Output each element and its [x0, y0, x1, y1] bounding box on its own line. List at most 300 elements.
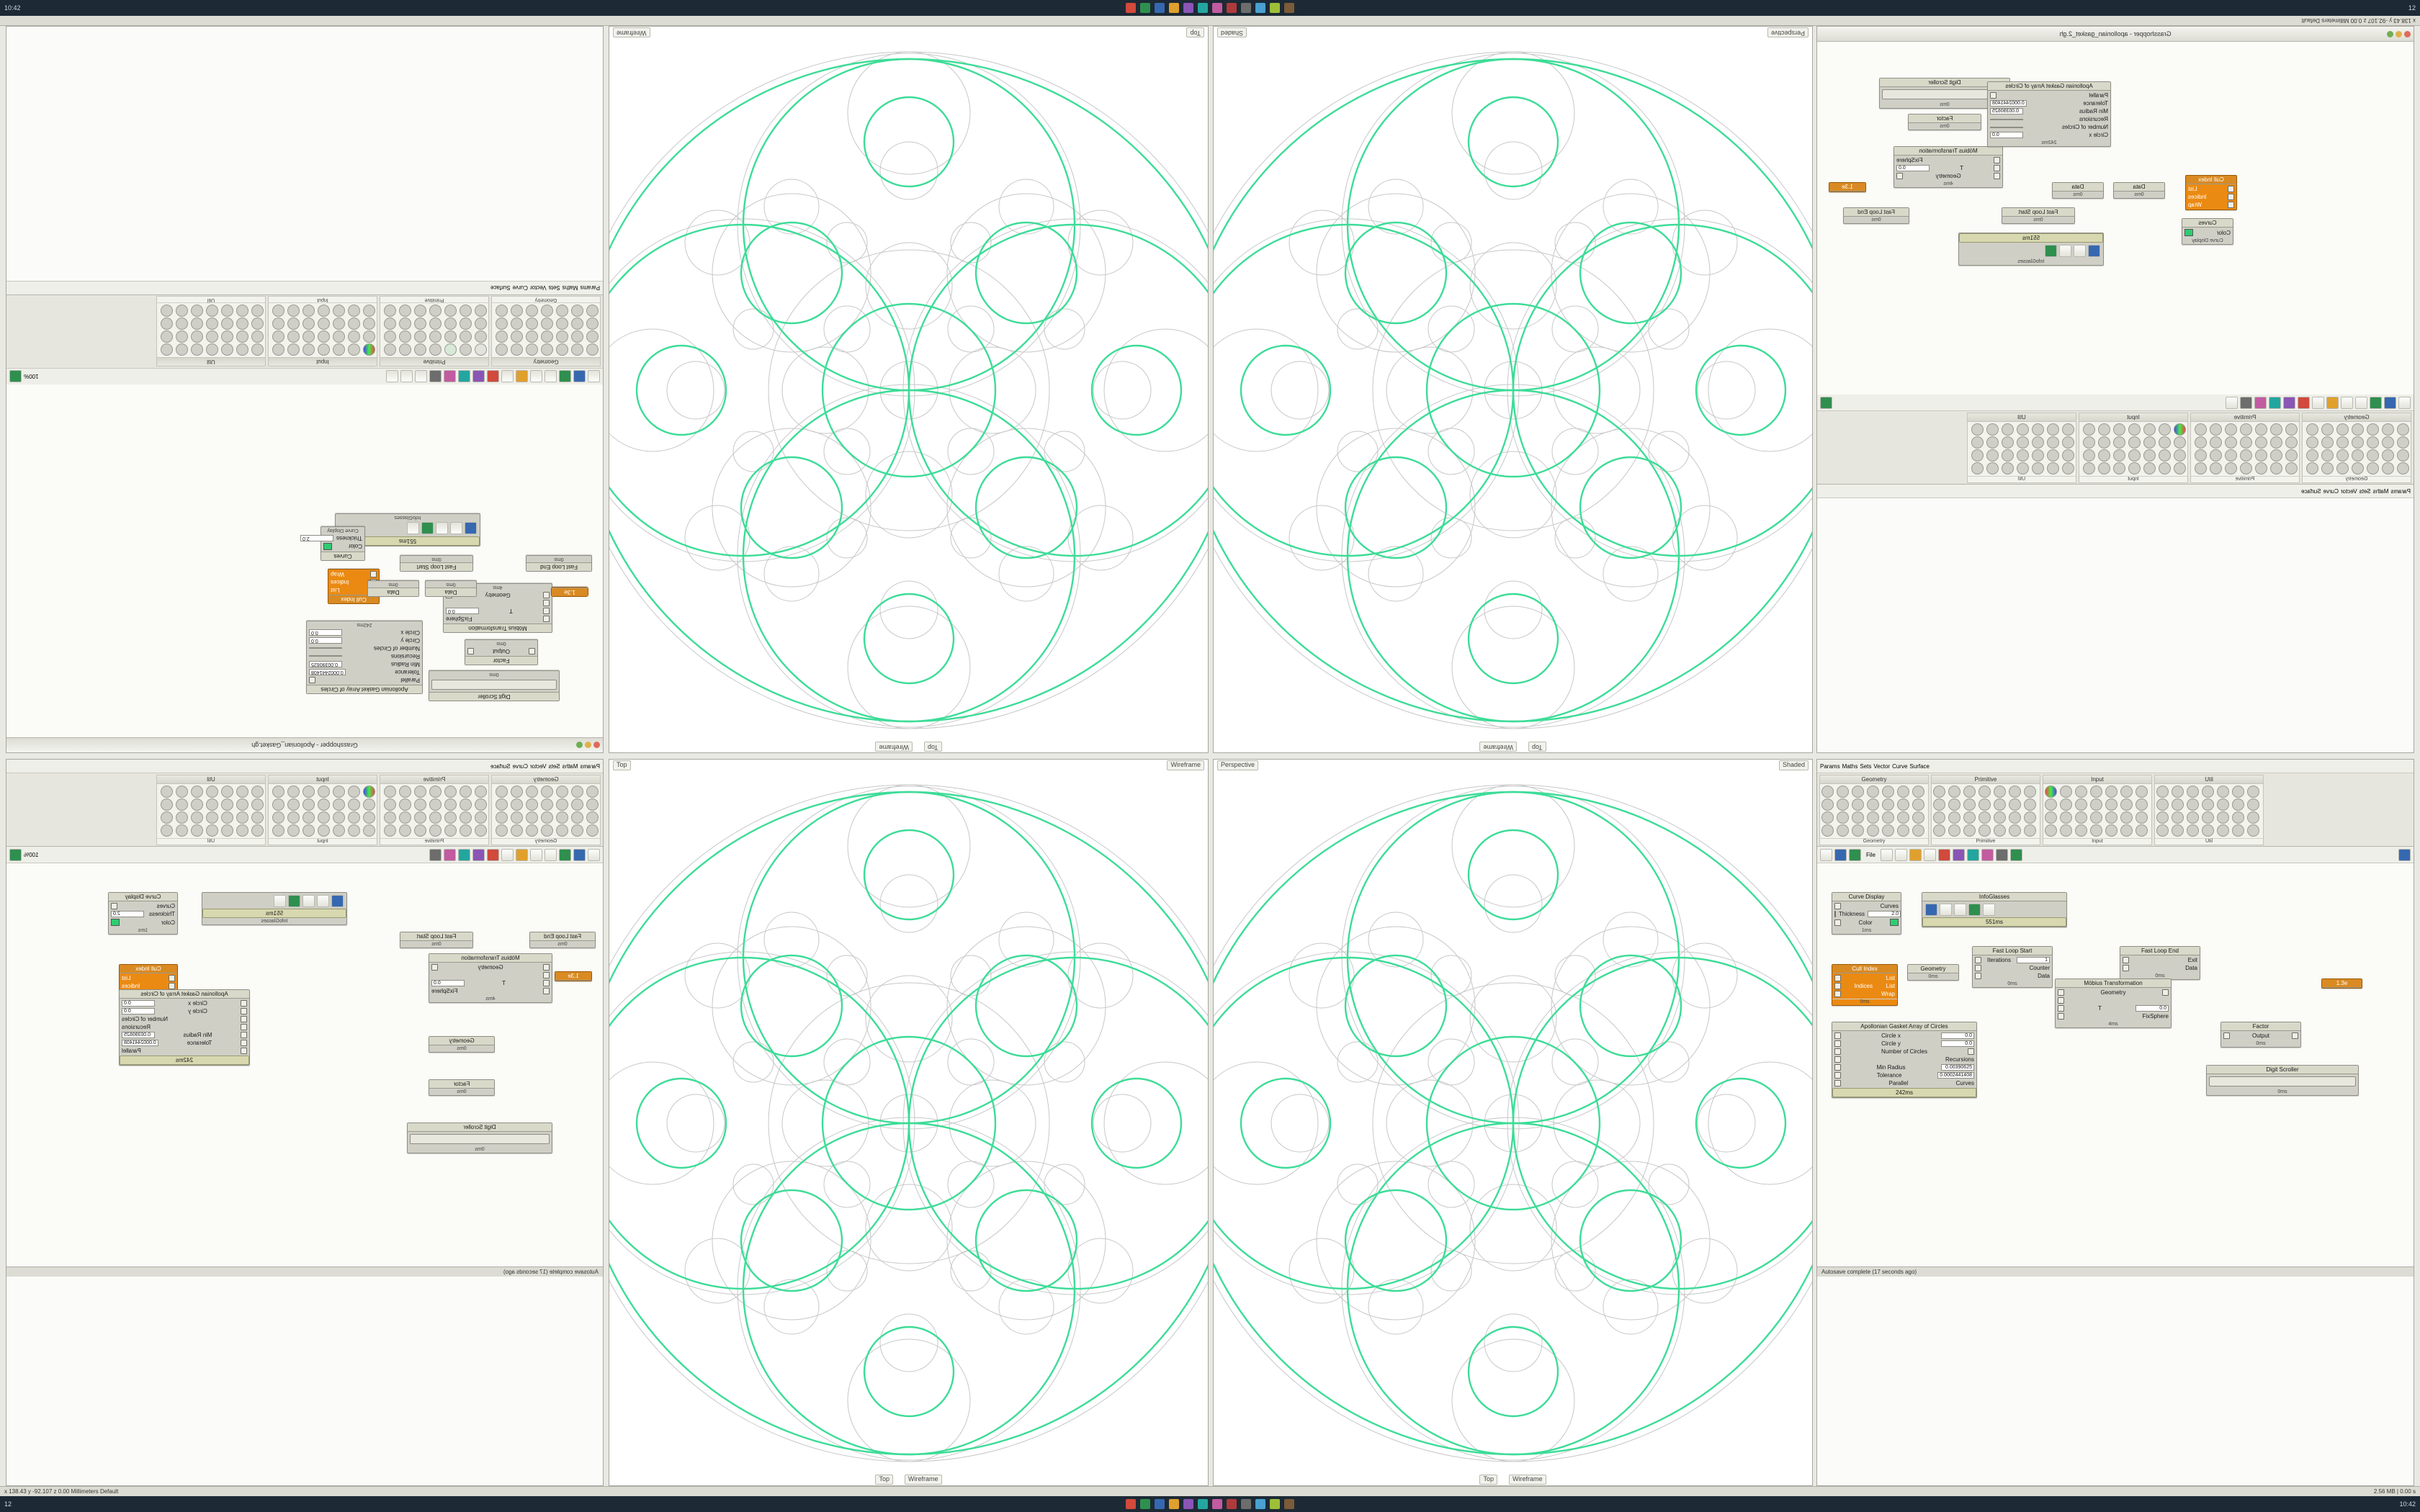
- ribbon-group-input[interactable]: Input Input: [268, 296, 377, 366]
- apollonian-gasket-component[interactable]: Apollonian Gasket Array of Circles Parallel Tolerance 0.0002441408 Min Radius 0.00390625 Recursions Number of Circles Circle y 0.0 Circle x 0.0 242ms: [306, 621, 423, 694]
- menu-view[interactable]: Sets: [1860, 762, 1872, 770]
- input-port-icon[interactable]: [1994, 165, 2000, 171]
- gh-canvas-top-right[interactable]: [1817, 42, 2414, 395]
- input-port-icon[interactable]: [370, 571, 377, 577]
- curve-display-component[interactable]: Curve Display Curves Thickness 2.0 Color 1ms: [1832, 892, 1901, 935]
- taskbar-icon-trash[interactable]: [1284, 3, 1294, 13]
- output-port-icon[interactable]: [467, 648, 474, 654]
- port-row[interactable]: Output: [467, 648, 535, 654]
- zoom-extents-icon[interactable]: [2326, 397, 2339, 409]
- grasshopper-window-bottom-left[interactable]: [6, 759, 604, 1486]
- bake-icon[interactable]: [2269, 397, 2281, 409]
- mobius-transformation-component[interactable]: Möbius Transformation Geometry T 0.0 FixSphere 4ms: [2055, 978, 2172, 1028]
- sketch-icon[interactable]: [1996, 849, 2008, 861]
- ribbon-group-primitive[interactable]: Primitive Primitive: [1931, 775, 2040, 845]
- fast-loop-end-component[interactable]: Fast Loop End 0ms: [529, 932, 596, 948]
- input-port-icon[interactable]: [1994, 157, 2000, 163]
- fast-loop-start-component[interactable]: Fast Loop Start Iterations 1 Counter Data 0ms: [1972, 946, 2053, 988]
- redo-icon[interactable]: [530, 371, 542, 383]
- digit-scroller-component[interactable]: Digit Scroller 0ms: [407, 1122, 552, 1153]
- graph-icon[interactable]: [302, 895, 315, 907]
- taskbar-icon-browser[interactable]: [1155, 3, 1165, 13]
- list-icon[interactable]: [274, 895, 286, 907]
- new-file-icon[interactable]: [588, 849, 600, 861]
- bake-icon[interactable]: [458, 849, 470, 861]
- gh-canvas-bottom-left[interactable]: [6, 863, 603, 1266]
- taskbar-icon-settings[interactable]: [1241, 1499, 1251, 1509]
- save-file-icon[interactable]: [559, 849, 571, 861]
- output-port-icon[interactable]: [431, 964, 438, 971]
- ribbon-group-geometry[interactable]: Geometry Geometry: [1819, 775, 1929, 845]
- sketch-icon[interactable]: [2240, 397, 2252, 409]
- input-port-icon[interactable]: [1834, 1048, 1841, 1055]
- open-file-icon[interactable]: [1834, 849, 1847, 861]
- geometry-param-a[interactable]: Data 0ms: [425, 580, 477, 597]
- graph-icon[interactable]: [2059, 245, 2071, 257]
- geometry-param-a[interactable]: Data 0ms: [2113, 182, 2165, 199]
- input-port-icon[interactable]: [1834, 919, 1841, 926]
- taskbar-icon-image-viewer[interactable]: [1212, 3, 1222, 13]
- input-port-icon[interactable]: [1834, 1080, 1841, 1086]
- open-file-icon[interactable]: [573, 849, 586, 861]
- menu-display[interactable]: Vector: [1873, 762, 1891, 770]
- gh-toolbar-top-left[interactable]: [6, 368, 603, 384]
- digit-scroller-track[interactable]: [2209, 1076, 2356, 1086]
- ribbon-group-geometry[interactable]: Geometry Geometry: [491, 296, 601, 366]
- viewport-display-mode[interactable]: Shaded: [1779, 760, 1809, 770]
- taskbar-icon-files[interactable]: [1126, 3, 1136, 13]
- redo-icon[interactable]: [530, 849, 542, 861]
- zoom-extents-icon[interactable]: [1909, 849, 1922, 861]
- gh-toolbar-bottom-right[interactable]: [1817, 847, 2414, 863]
- menu-edit[interactable]: Maths: [562, 762, 578, 770]
- menu-file[interactable]: Params: [2390, 487, 2411, 495]
- menu-help[interactable]: Surface: [2301, 487, 2321, 495]
- profiler-icon[interactable]: [400, 371, 413, 383]
- gh-toolbar-bottom-left[interactable]: [6, 847, 603, 863]
- input-port-icon[interactable]: [1834, 983, 1841, 989]
- sketch-icon[interactable]: [429, 849, 442, 861]
- ribbon-group-primitive[interactable]: Primitive Primitive: [380, 775, 489, 845]
- digit-scroller-track[interactable]: [410, 1134, 550, 1144]
- input-port-icon[interactable]: [1834, 1056, 1841, 1063]
- fast-loop-end-component[interactable]: Fast Loop End 0ms: [526, 555, 592, 572]
- input-port-icon[interactable]: [1975, 965, 1981, 971]
- apollonian-gasket-component[interactable]: Apollonian Gasket Array of Circles Parallel Tolerance 0.0002441408 Min Radius 0.00390625 Recursions Number of Circles Circle x 0.0 242ms: [1987, 81, 2111, 147]
- taskbar-icon-music[interactable]: [1270, 1499, 1280, 1509]
- input-port-icon[interactable]: [529, 648, 535, 654]
- new-file-icon[interactable]: [2398, 397, 2411, 409]
- menu-edit[interactable]: Maths: [2372, 487, 2389, 495]
- gh-canvas-bottom-right[interactable]: [1817, 863, 2414, 1266]
- taskbar-icon-settings[interactable]: [1241, 3, 1251, 13]
- input-port-icon[interactable]: [241, 1024, 247, 1030]
- menu-solution[interactable]: Curve: [2323, 487, 2339, 495]
- menu-display[interactable]: Vector: [2340, 487, 2357, 495]
- save-file-icon[interactable]: [2370, 397, 2382, 409]
- infoglasses-component[interactable]: InfoGlasses 551ms: [1922, 892, 2067, 927]
- titlebar-top-left[interactable]: [6, 737, 603, 752]
- preview-shaded-icon[interactable]: [472, 849, 485, 861]
- menu-help[interactable]: Surface: [490, 762, 511, 770]
- gh-ribbon-bottom-right[interactable]: [1817, 773, 2414, 847]
- mobius-transformation-component[interactable]: Möbius Transformation Geometry T 0.0 FixSphere 4ms: [429, 953, 552, 1003]
- viewport-label[interactable]: Perspective: [1767, 27, 1809, 37]
- taskbar-icon-grasshopper[interactable]: [1198, 1499, 1208, 1509]
- open-file-icon[interactable]: [2384, 397, 2396, 409]
- viewport-bottom-right[interactable]: [1213, 759, 1813, 1486]
- ribbon-group-primitive[interactable]: Primitive Primitive: [2190, 413, 2300, 483]
- minimize-icon[interactable]: [2396, 31, 2402, 37]
- display-icon[interactable]: [421, 523, 434, 535]
- output-port-icon[interactable]: [1896, 173, 1903, 179]
- factor-output-component[interactable]: Factor 0ms: [1908, 114, 1981, 130]
- preview-toggle-icon[interactable]: [487, 371, 499, 383]
- input-port-icon[interactable]: [241, 1032, 247, 1038]
- cull-index-component[interactable]: Cull Index List Indices Wrap: [328, 569, 380, 604]
- help-icon[interactable]: [2398, 849, 2411, 861]
- input-port-icon[interactable]: [543, 972, 550, 978]
- undo-icon[interactable]: [2355, 397, 2367, 409]
- factor-output-component[interactable]: Factor Output 0ms: [465, 639, 538, 665]
- taskbar-icon-editor[interactable]: [1169, 1499, 1179, 1509]
- ribbon-group-input[interactable]: Input Input: [2079, 413, 2188, 483]
- taskbar-icon-editor[interactable]: [1169, 3, 1179, 13]
- preview-shaded-icon[interactable]: [472, 371, 485, 383]
- viewport-foot-tag-2[interactable]: Wireframe: [875, 742, 913, 752]
- help-icon[interactable]: [9, 849, 22, 861]
- ribbon-group-util[interactable]: Util Util: [156, 775, 266, 845]
- input-port-icon[interactable]: [1834, 911, 1836, 917]
- ribbon-group-primitive[interactable]: Primitive Primitive: [380, 296, 489, 366]
- cull-index-component[interactable]: Cull Index List Indices Wrap: [2185, 175, 2237, 210]
- preview-shaded-icon[interactable]: [1953, 849, 1965, 861]
- input-port-icon[interactable]: [2123, 957, 2129, 963]
- viewport-bottom-left[interactable]: [609, 759, 1209, 1486]
- window-controls-top-left[interactable]: [576, 742, 600, 749]
- menu-display[interactable]: Vector: [529, 762, 547, 770]
- render-icon[interactable]: [2254, 397, 2267, 409]
- input-port-icon[interactable]: [2228, 186, 2234, 192]
- fast-loop-end-component[interactable]: Fast Loop End Exit Data 0ms: [2120, 946, 2200, 980]
- input-port-icon[interactable]: [1975, 957, 1981, 963]
- minimize-icon[interactable]: [585, 742, 591, 749]
- taskbar-icon-grasshopper[interactable]: [1198, 3, 1208, 13]
- number-slider-pi[interactable]: 1.3e: [1829, 182, 1866, 192]
- ribbon-group-util[interactable]: Util Util: [156, 296, 266, 366]
- grasshopper-window-bottom-right[interactable]: [1816, 759, 2414, 1486]
- digit-scroller-component[interactable]: Digit Scroller 0ms: [429, 670, 560, 701]
- viewport-foot-tag-1[interactable]: Top: [1479, 1475, 1497, 1485]
- input-port-icon[interactable]: [1834, 903, 1841, 909]
- curve-display-component[interactable]: Curves Color Curve Display: [2182, 218, 2233, 245]
- input-port-icon[interactable]: [543, 592, 550, 598]
- fast-loop-start-component[interactable]: Fast Loop Start 0ms: [400, 555, 473, 572]
- number-slider-pi[interactable]: 1.3e: [551, 587, 588, 597]
- factor-output-component[interactable]: Factor 0ms: [429, 1079, 495, 1096]
- gh-canvas-top-left[interactable]: [6, 384, 603, 737]
- gh-menubar-bottom-right[interactable]: [1817, 760, 2414, 773]
- input-port-icon[interactable]: [309, 677, 315, 683]
- redo-icon[interactable]: [2341, 397, 2353, 409]
- input-port-icon[interactable]: [543, 608, 550, 614]
- pan-icon[interactable]: [501, 849, 514, 861]
- apollonian-gasket-component[interactable]: Apollonian Gasket Array of Circles Circle x 0.0 Circle y 0.0 Number of Circles Recursions Min Radius 0.00390625 Tolerance 0.0002441408 Parallel Curves 242ms: [1832, 1022, 1977, 1098]
- input-port-icon[interactable]: [241, 1048, 247, 1054]
- display-icon[interactable]: [288, 895, 300, 907]
- viewport-top-right[interactable]: [1213, 26, 1813, 753]
- curve-display-component[interactable]: Curve Display Curves Thickness 2.0 Color 1ms: [108, 892, 178, 935]
- pan-icon[interactable]: [1924, 849, 1936, 861]
- menu-edit[interactable]: Maths: [1842, 762, 1858, 770]
- display-icon[interactable]: [2045, 245, 2057, 257]
- render-icon[interactable]: [1981, 849, 1994, 861]
- taskbar-top[interactable]: [0, 0, 2420, 16]
- color-swatch[interactable]: [1890, 919, 1899, 926]
- menu-view[interactable]: Sets: [548, 284, 560, 292]
- preview-toggle-icon[interactable]: [487, 849, 499, 861]
- bake-icon[interactable]: [1967, 849, 1979, 861]
- input-port-icon[interactable]: [1834, 991, 1841, 997]
- info-icon[interactable]: [465, 523, 477, 535]
- sketch-icon[interactable]: [429, 371, 442, 383]
- gh-ribbon-top-left[interactable]: [6, 294, 603, 368]
- input-port-icon[interactable]: [1834, 1032, 1841, 1039]
- menu-help[interactable]: Surface: [1909, 762, 1930, 770]
- titlebar-top-right[interactable]: [1817, 27, 2414, 42]
- input-port-icon[interactable]: [543, 964, 550, 971]
- input-port-icon[interactable]: [2058, 997, 2064, 1004]
- factor-output-component[interactable]: Factor Output 0ms: [2220, 1022, 2301, 1048]
- grid-icon[interactable]: [317, 895, 329, 907]
- viewport-foot-tag-2[interactable]: Wireframe: [905, 1475, 942, 1485]
- ribbon-group-input[interactable]: Input Input: [2043, 775, 2152, 845]
- info-icon[interactable]: [331, 895, 344, 907]
- preview-toggle-icon[interactable]: [2298, 397, 2310, 409]
- infoglasses-component[interactable]: 551ms InfoGlasses: [335, 513, 480, 546]
- window-controls-top-right[interactable]: [2387, 31, 2411, 37]
- input-port-icon[interactable]: [1834, 975, 1841, 981]
- cluster-icon[interactable]: [415, 371, 427, 383]
- cluster-icon[interactable]: [2226, 397, 2238, 409]
- input-port-icon[interactable]: [2123, 965, 2129, 971]
- input-port-icon[interactable]: [2058, 989, 2064, 996]
- apollonian-gasket-component[interactable]: Apollonian Gasket Array of Circles Circle x 0.0 Circle y 0.0 Number of Circles Recursions Min Radius 0.00390625 Tolerance 0.0002441408 Parallel 242ms: [119, 989, 250, 1066]
- menu-file[interactable]: Params: [580, 284, 600, 292]
- help-icon[interactable]: [9, 371, 22, 383]
- help-icon[interactable]: [1820, 397, 1832, 409]
- gh-toolbar-top-right[interactable]: [1817, 395, 2414, 411]
- viewport-display-mode[interactable]: Wireframe: [1167, 760, 1204, 770]
- grid-icon[interactable]: [2074, 245, 2086, 257]
- mobius-transformation-component[interactable]: Möbius Transformation FixSphere T 0.0 Geometry 4ms: [443, 583, 552, 633]
- fast-loop-start-component[interactable]: Fast Loop Start 0ms: [2002, 207, 2075, 224]
- infoglasses-component[interactable]: 551ms InfoGlasses: [202, 892, 347, 925]
- input-port-icon[interactable]: [1990, 92, 1996, 99]
- taskbar-icon-image-viewer[interactable]: [1212, 1499, 1222, 1509]
- color-swatch[interactable]: [111, 919, 120, 926]
- render-icon[interactable]: [444, 849, 456, 861]
- output-port-circles[interactable]: [1968, 1048, 1974, 1055]
- gh-menubar-top-right[interactable]: [1817, 485, 2414, 498]
- menu-solution[interactable]: Curve: [512, 762, 528, 770]
- number-slider-pi[interactable]: 1.3e: [2321, 978, 2362, 989]
- viewport-display-mode[interactable]: Wireframe: [613, 27, 650, 37]
- grid-icon[interactable]: [1940, 904, 1952, 916]
- gh-menubar-top-left[interactable]: [6, 281, 603, 294]
- viewport-label[interactable]: Top: [613, 760, 631, 770]
- list-icon[interactable]: [407, 523, 419, 535]
- menu-file[interactable]: Params: [1820, 762, 1840, 770]
- input-port-icon[interactable]: [241, 1040, 247, 1046]
- undo-icon[interactable]: [1881, 849, 1893, 861]
- ribbon-group-geometry[interactable]: Geometry Geometry: [491, 775, 601, 845]
- save-file-icon[interactable]: [559, 371, 571, 383]
- taskbar-icon-calculator[interactable]: [1227, 3, 1237, 13]
- viewport-foot-tag-1[interactable]: Top: [875, 1475, 893, 1485]
- taskbar-bottom[interactable]: [0, 1496, 2420, 1512]
- ribbon-group-util[interactable]: Util Util: [2154, 775, 2264, 845]
- close-icon[interactable]: [593, 742, 600, 749]
- input-port-icon[interactable]: [2058, 1005, 2064, 1012]
- mobius-transformation-component[interactable]: Möbius Transformation FixSphere T 0.0 Geometry 4ms: [1894, 146, 2003, 188]
- geometry-param-b[interactable]: Data 0ms: [367, 580, 419, 597]
- render-icon[interactable]: [444, 371, 456, 383]
- pan-icon[interactable]: [2312, 397, 2324, 409]
- viewport-top-left[interactable]: [609, 26, 1209, 753]
- digit-scroller-component[interactable]: Digit Scroller 0ms: [2206, 1065, 2359, 1096]
- fast-loop-end-component[interactable]: Fast Loop End 0ms: [1843, 207, 1909, 224]
- grid-icon[interactable]: [450, 523, 462, 535]
- menu-view[interactable]: Sets: [2359, 487, 2371, 495]
- input-port-icon[interactable]: [1834, 1064, 1841, 1071]
- menu-file[interactable]: Params: [580, 762, 600, 770]
- output-port-icon[interactable]: [2162, 989, 2169, 996]
- gh-ribbon-bottom-left[interactable]: [6, 773, 603, 847]
- cull-index-component[interactable]: Cull Index List Indices List Wrap 0ms: [1832, 964, 1898, 1006]
- geometry-param-b[interactable]: Data 0ms: [2052, 182, 2104, 199]
- infoglasses-component[interactable]: 551ms InfoGlasses: [1958, 233, 2104, 266]
- new-file-icon[interactable]: [1820, 849, 1832, 861]
- taskbar-icon-browser[interactable]: [1155, 1499, 1165, 1509]
- menu-display[interactable]: Vector: [529, 284, 547, 292]
- gh-menubar-bottom-left[interactable]: [6, 760, 603, 773]
- input-port-icon[interactable]: [2223, 1032, 2230, 1039]
- taskbar-icon-music[interactable]: [1270, 3, 1280, 13]
- input-port-icon[interactable]: [169, 975, 175, 981]
- undo-icon[interactable]: [544, 849, 557, 861]
- new-file-icon[interactable]: [588, 371, 600, 383]
- ribbon-group-input[interactable]: Input Input: [268, 775, 377, 845]
- info-icon[interactable]: [2088, 245, 2100, 257]
- taskbar-icon-calculator[interactable]: [1227, 1499, 1237, 1509]
- zoom-extents-icon[interactable]: [516, 849, 528, 861]
- digit-scroller-component[interactable]: Digit Scroller 0ms: [1879, 78, 2010, 109]
- input-port-icon[interactable]: [241, 1008, 247, 1014]
- input-port-icon[interactable]: [169, 983, 175, 989]
- viewport-foot-tag-1[interactable]: Top: [924, 742, 942, 752]
- input-port-icon[interactable]: [1834, 1040, 1841, 1047]
- open-file-icon[interactable]: [573, 371, 586, 383]
- zoom-extents-icon[interactable]: [516, 371, 528, 383]
- taskbar-icon-terminal[interactable]: [1140, 3, 1150, 13]
- taskbar-icon-mail[interactable]: [1255, 3, 1265, 13]
- ribbon-group-geometry[interactable]: Geometry Geometry: [2302, 413, 2411, 483]
- list-icon[interactable]: [1983, 904, 1995, 916]
- viewport-label[interactable]: Perspective: [1217, 760, 1258, 770]
- viewport-foot-tag-2[interactable]: Wireframe: [1479, 742, 1517, 752]
- save-file-icon[interactable]: [1849, 849, 1861, 861]
- curve-display-component[interactable]: Curves Color Thickness 2.0 Curve Display: [321, 526, 365, 561]
- close-icon[interactable]: [2404, 31, 2411, 37]
- menu-view[interactable]: Sets: [548, 762, 560, 770]
- input-port-icon[interactable]: [543, 616, 550, 622]
- taskbar-icon-rhino[interactable]: [1183, 3, 1193, 13]
- settings-icon[interactable]: [386, 371, 398, 383]
- maximize-icon[interactable]: [2387, 31, 2393, 37]
- preview-toggle-icon[interactable]: [1938, 849, 1950, 861]
- cull-index-component[interactable]: Cull Index List Indices: [119, 964, 178, 1006]
- input-port-icon[interactable]: [2228, 202, 2234, 208]
- color-swatch[interactable]: [323, 543, 332, 550]
- ribbon-group-util[interactable]: Util Util: [1967, 413, 2076, 483]
- redo-icon[interactable]: [1895, 849, 1907, 861]
- digit-scroller-track[interactable]: [431, 680, 557, 690]
- taskbar-icon-mail[interactable]: [1255, 1499, 1265, 1509]
- geometry-param-a[interactable]: Geometry 0ms: [429, 1036, 495, 1053]
- number-slider-pi[interactable]: 1.3e: [555, 971, 592, 981]
- fast-loop-start-component[interactable]: Fast Loop Start 0ms: [400, 932, 473, 948]
- taskbar-icon-files[interactable]: [1126, 1499, 1136, 1509]
- pan-icon[interactable]: [501, 371, 514, 383]
- menu-solution[interactable]: Curve: [512, 284, 528, 292]
- preview-shaded-icon[interactable]: [2283, 397, 2295, 409]
- graph-icon[interactable]: [1954, 904, 1966, 916]
- viewport-foot-tag-1[interactable]: Top: [1528, 742, 1546, 752]
- maximize-icon[interactable]: [576, 742, 583, 749]
- gh-ribbon-top-right[interactable]: [1817, 411, 2414, 485]
- input-port-icon[interactable]: [2228, 194, 2234, 200]
- bake-icon[interactable]: [458, 371, 470, 383]
- input-port-icon[interactable]: [1994, 173, 2000, 179]
- input-port-icon[interactable]: [543, 980, 550, 986]
- menu-help[interactable]: Surface: [490, 284, 511, 292]
- input-port-icon[interactable]: [1834, 1072, 1841, 1079]
- input-port-icon[interactable]: [543, 600, 550, 606]
- taskbar-icon-terminal[interactable]: [1140, 1499, 1150, 1509]
- menu-solution[interactable]: Curve: [1892, 762, 1908, 770]
- input-port-icon[interactable]: [1975, 973, 1981, 979]
- geometry-param-a[interactable]: Geometry 0ms: [1907, 964, 1959, 981]
- undo-icon[interactable]: [544, 371, 557, 383]
- viewport-label[interactable]: Top: [1186, 27, 1204, 37]
- display-icon[interactable]: [1968, 904, 1981, 916]
- viewport-foot-tag-2[interactable]: Wireframe: [1509, 1475, 1546, 1485]
- color-swatch[interactable]: [2184, 229, 2193, 236]
- profiler-icon[interactable]: [2010, 849, 2022, 861]
- output-port-icon[interactable]: [2292, 1032, 2298, 1039]
- grasshopper-window-top-right[interactable]: [1816, 26, 2414, 753]
- menu-edit[interactable]: Maths: [562, 284, 578, 292]
- input-port-icon[interactable]: [111, 903, 117, 909]
- input-port-icon[interactable]: [241, 1000, 247, 1007]
- graph-icon[interactable]: [436, 523, 448, 535]
- input-port-icon[interactable]: [2058, 1013, 2064, 1020]
- info-icon[interactable]: [1925, 904, 1937, 916]
- input-port-icon[interactable]: [241, 1016, 247, 1022]
- taskbar-icon-trash[interactable]: [1284, 1499, 1294, 1509]
- taskbar-icon-rhino[interactable]: [1183, 1499, 1193, 1509]
